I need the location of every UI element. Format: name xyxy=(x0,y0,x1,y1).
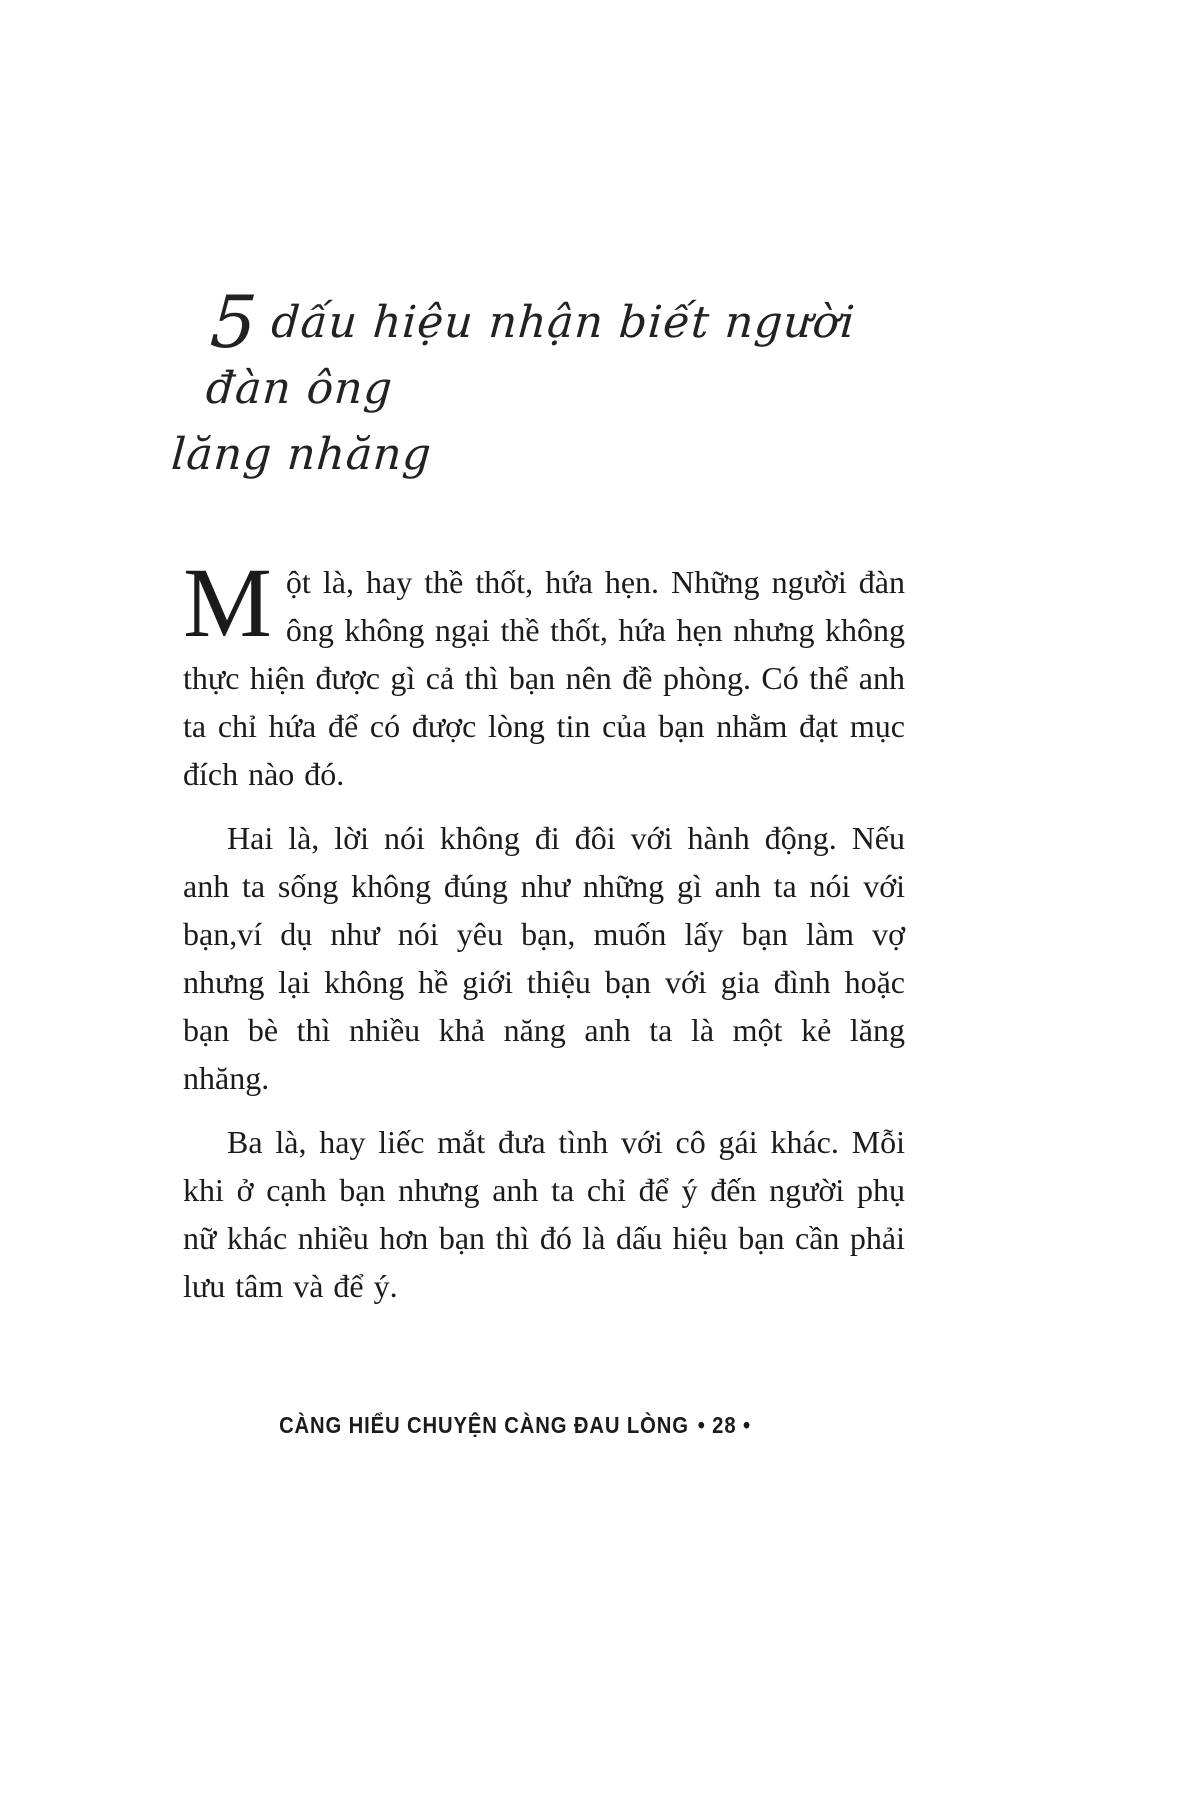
chapter-title-line1 xyxy=(174,280,905,422)
paragraph-1-text: ột là, hay thề thốt, hứa hẹn. Những người đàn ông không ngại thề thốt, hứa hẹn nhưng không thực hiện được gì cả thì bạn nên đề phòng. Có thể anh ta chỉ hứa để có được lòng tin của bạn nhằm đạt mục đích nào đó. xyxy=(183,564,905,792)
chapter-number: 5 xyxy=(207,280,261,364)
footer-page-number: • 28 • xyxy=(697,1412,751,1438)
chapter-title-text: dấu hiệu nhận biết người đàn ông xyxy=(204,297,858,414)
chapter-title xyxy=(169,280,905,488)
page-content xyxy=(169,280,905,1310)
page-footer xyxy=(62,1412,968,1439)
paragraph-1 xyxy=(183,547,905,798)
paragraph-3: Ba là, hay liếc mắt đưa tình với cô gái khác. Mỗi khi ở cạnh bạn nhưng anh ta chỉ để ý đến người phụ nữ khác nhiều hơn bạn thì đó là dấu hiệu bạn cần phải lưu tâm và để ý. xyxy=(183,1124,905,1304)
paragraph-2: Hai là, lời nói không đi đôi với hành động. Nếu anh ta sống không đúng như những gì anh ta nói với bạn,ví dụ như nói yêu bạn, muốn lấy bạn làm vợ nhưng lại không hề giới thiệu bạn với gia đình hoặc bạn bè thì nhiều khả năng anh ta là một kẻ lăng nhăng. xyxy=(183,820,905,1096)
footer-book-title: CÀNG HIỂU CHUYỆN CÀNG ĐAU LÒNG xyxy=(279,1412,689,1438)
drop-cap: M xyxy=(183,547,272,658)
body-text xyxy=(183,547,905,1310)
chapter-title-line2: lăng nhăng xyxy=(169,429,434,480)
